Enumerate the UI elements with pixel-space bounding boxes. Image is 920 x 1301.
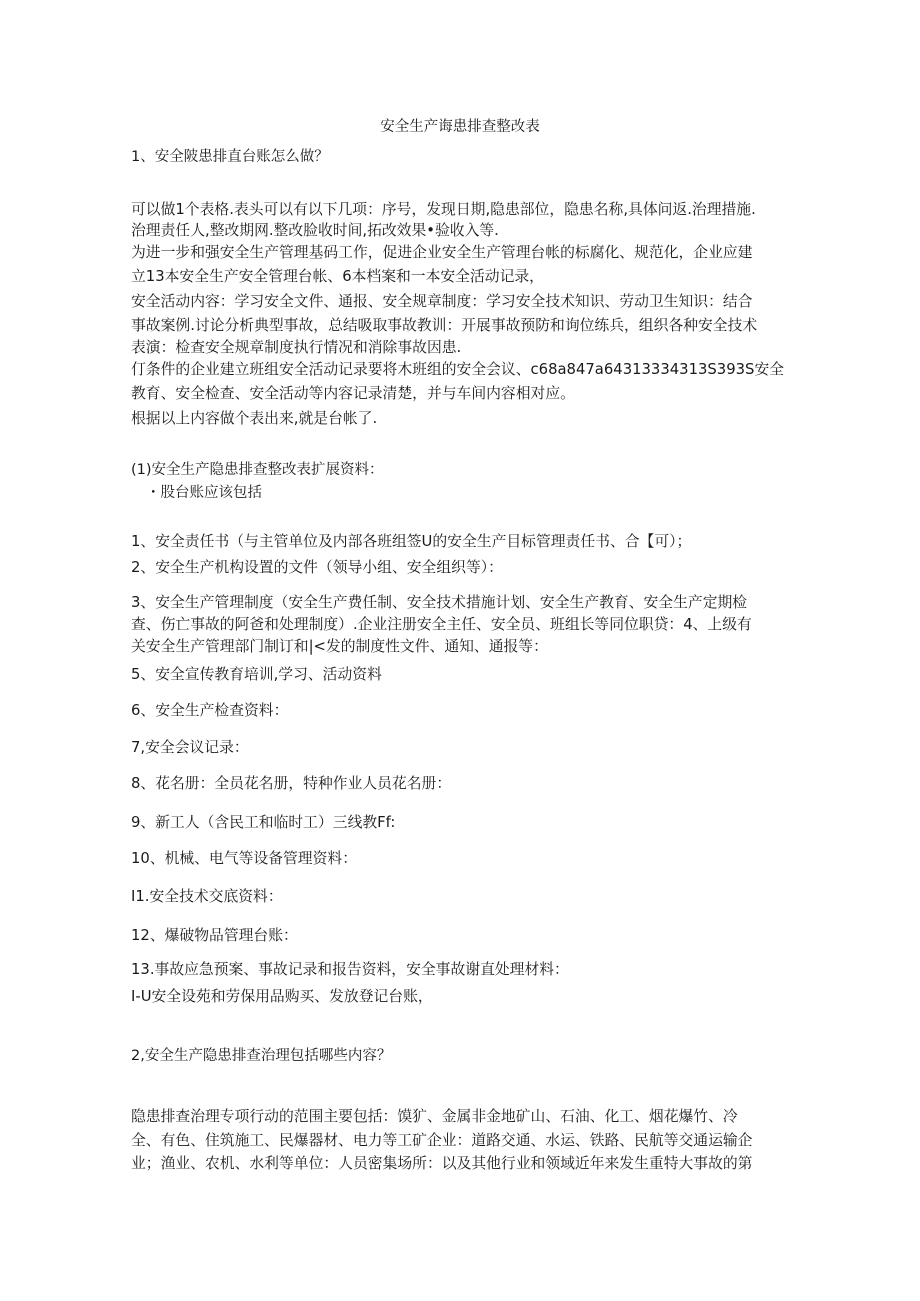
ledger-item: 3、安全生产管理制度（安全生产费任制、安全技术措施计划、安全生产教育、安全生产定期检 (131, 594, 748, 611)
answer-1-line: 立13本安全生产安全管理台帐、6本档案和一本安全活动记录， (131, 268, 544, 285)
ledger-item: 查、伤亡事故的阿爸和处理制度）.企业注册安全主任、安全员、班组长等同位职贷：4、上级有 (131, 616, 752, 633)
answer-2-line: 业；渔业、农机、水利等单位：人员密集场所：以及其他行业和领域近年来发生重特大事故的第 (131, 1155, 753, 1172)
extended-materials-heading: (1)安全生产隐患排查整改表扩展资料： (131, 462, 384, 478)
ledger-item: 12、爆破物品管理台账： (131, 927, 298, 944)
ledger-item: 5、安全宣传教育培训,学习、活动资料 (131, 666, 382, 683)
answer-2-line: 隐患排查治理专项行动的范围主要包括：馍犷、金属非金地矿山、石油、化工、烟花爆竹、冷 (131, 1108, 738, 1125)
ledger-item: 1、安全责任书（与主管单位及内部各班组签U的安全生产目标管理责任书、合【可）； (131, 533, 692, 550)
answer-1-line: 安全活动内容：学习安全文件、通报、安全规章制度：学习安全技术知识、劳动卫生知识：结合 (131, 293, 753, 310)
answer-1-line: 可以做1个表格.表头可以有以下几项：序号，发现日期,隐患部位，隐患名称,具体问返.治理措施. (131, 201, 756, 218)
answer-1-line: 教育、安全检查、安全活动等内容记录清楚，并与车间内容相对应。 (131, 385, 575, 402)
ledger-item: 关安全生产管理部门制订和|<发的制度性文件、通知、通报等： (131, 638, 548, 655)
ledger-item: 10、机械、电气等设备管理资料： (131, 850, 357, 867)
document-title: 安全生产诲患排查整改表 (380, 119, 540, 135)
answer-1-line: 事故案例.讨论分析典型事故，总结吸取事故教训：开展事故预防和询位练兵，组织各种安全技术 (131, 317, 758, 334)
answer-1-line: 仃条件的企业建立班组安全活动记录要将木班组的安全会议、c68a847a64313334313S393S安全 (131, 361, 785, 378)
answer-1-line: 根据以上内容做个表出来,就是台帐了. (131, 410, 378, 427)
ledger-item: 9、新工人（含民工和临时工）三线教Ff: (131, 814, 396, 831)
ledger-item: I1.安全技术交底资料： (131, 888, 283, 905)
ledger-item: 6、安全生产检查资料： (131, 702, 289, 719)
answer-1-line: 为进一步和强安全生产管理基码工作，促进企业安全生产管理台帐的标腐化、规范化，企业应建 (131, 244, 753, 261)
question-2-heading: 2,安全生产隐患排查治理包括哪些内容？ (131, 1048, 392, 1064)
extended-materials-subheading: ・股台账应该包括 (146, 485, 262, 501)
answer-2-line: 全、有色、住筑施工、民爆器材、电力等工矿企业：道路交通、水运、铁路、民航等交通运输企 (131, 1132, 753, 1149)
ledger-item: 8、花名册：全员花名册，特种作业人员花名册： (131, 775, 452, 792)
ledger-item: 7,安全会议记录： (131, 739, 249, 756)
ledger-item: I-U安全设苑和劳保用品购买、发放登记台账， (131, 988, 433, 1005)
answer-1-line: 表演：检查安全规章制度执行情况和消除事故因患. (131, 339, 462, 356)
question-1-heading: 1、安全陂患排直台账怎么做？ (131, 149, 329, 165)
ledger-item: 2、安全生产机构设置的文件（领导小组、安全组织等）： (131, 559, 503, 576)
ledger-item: 13.事故应急预案、事故记录和报告资料，安全事故谢直处理材料： (131, 961, 569, 978)
answer-1-line: 治理责任人,整改期网.整改脸收时间,拓改效果•验收入等. (131, 222, 499, 239)
